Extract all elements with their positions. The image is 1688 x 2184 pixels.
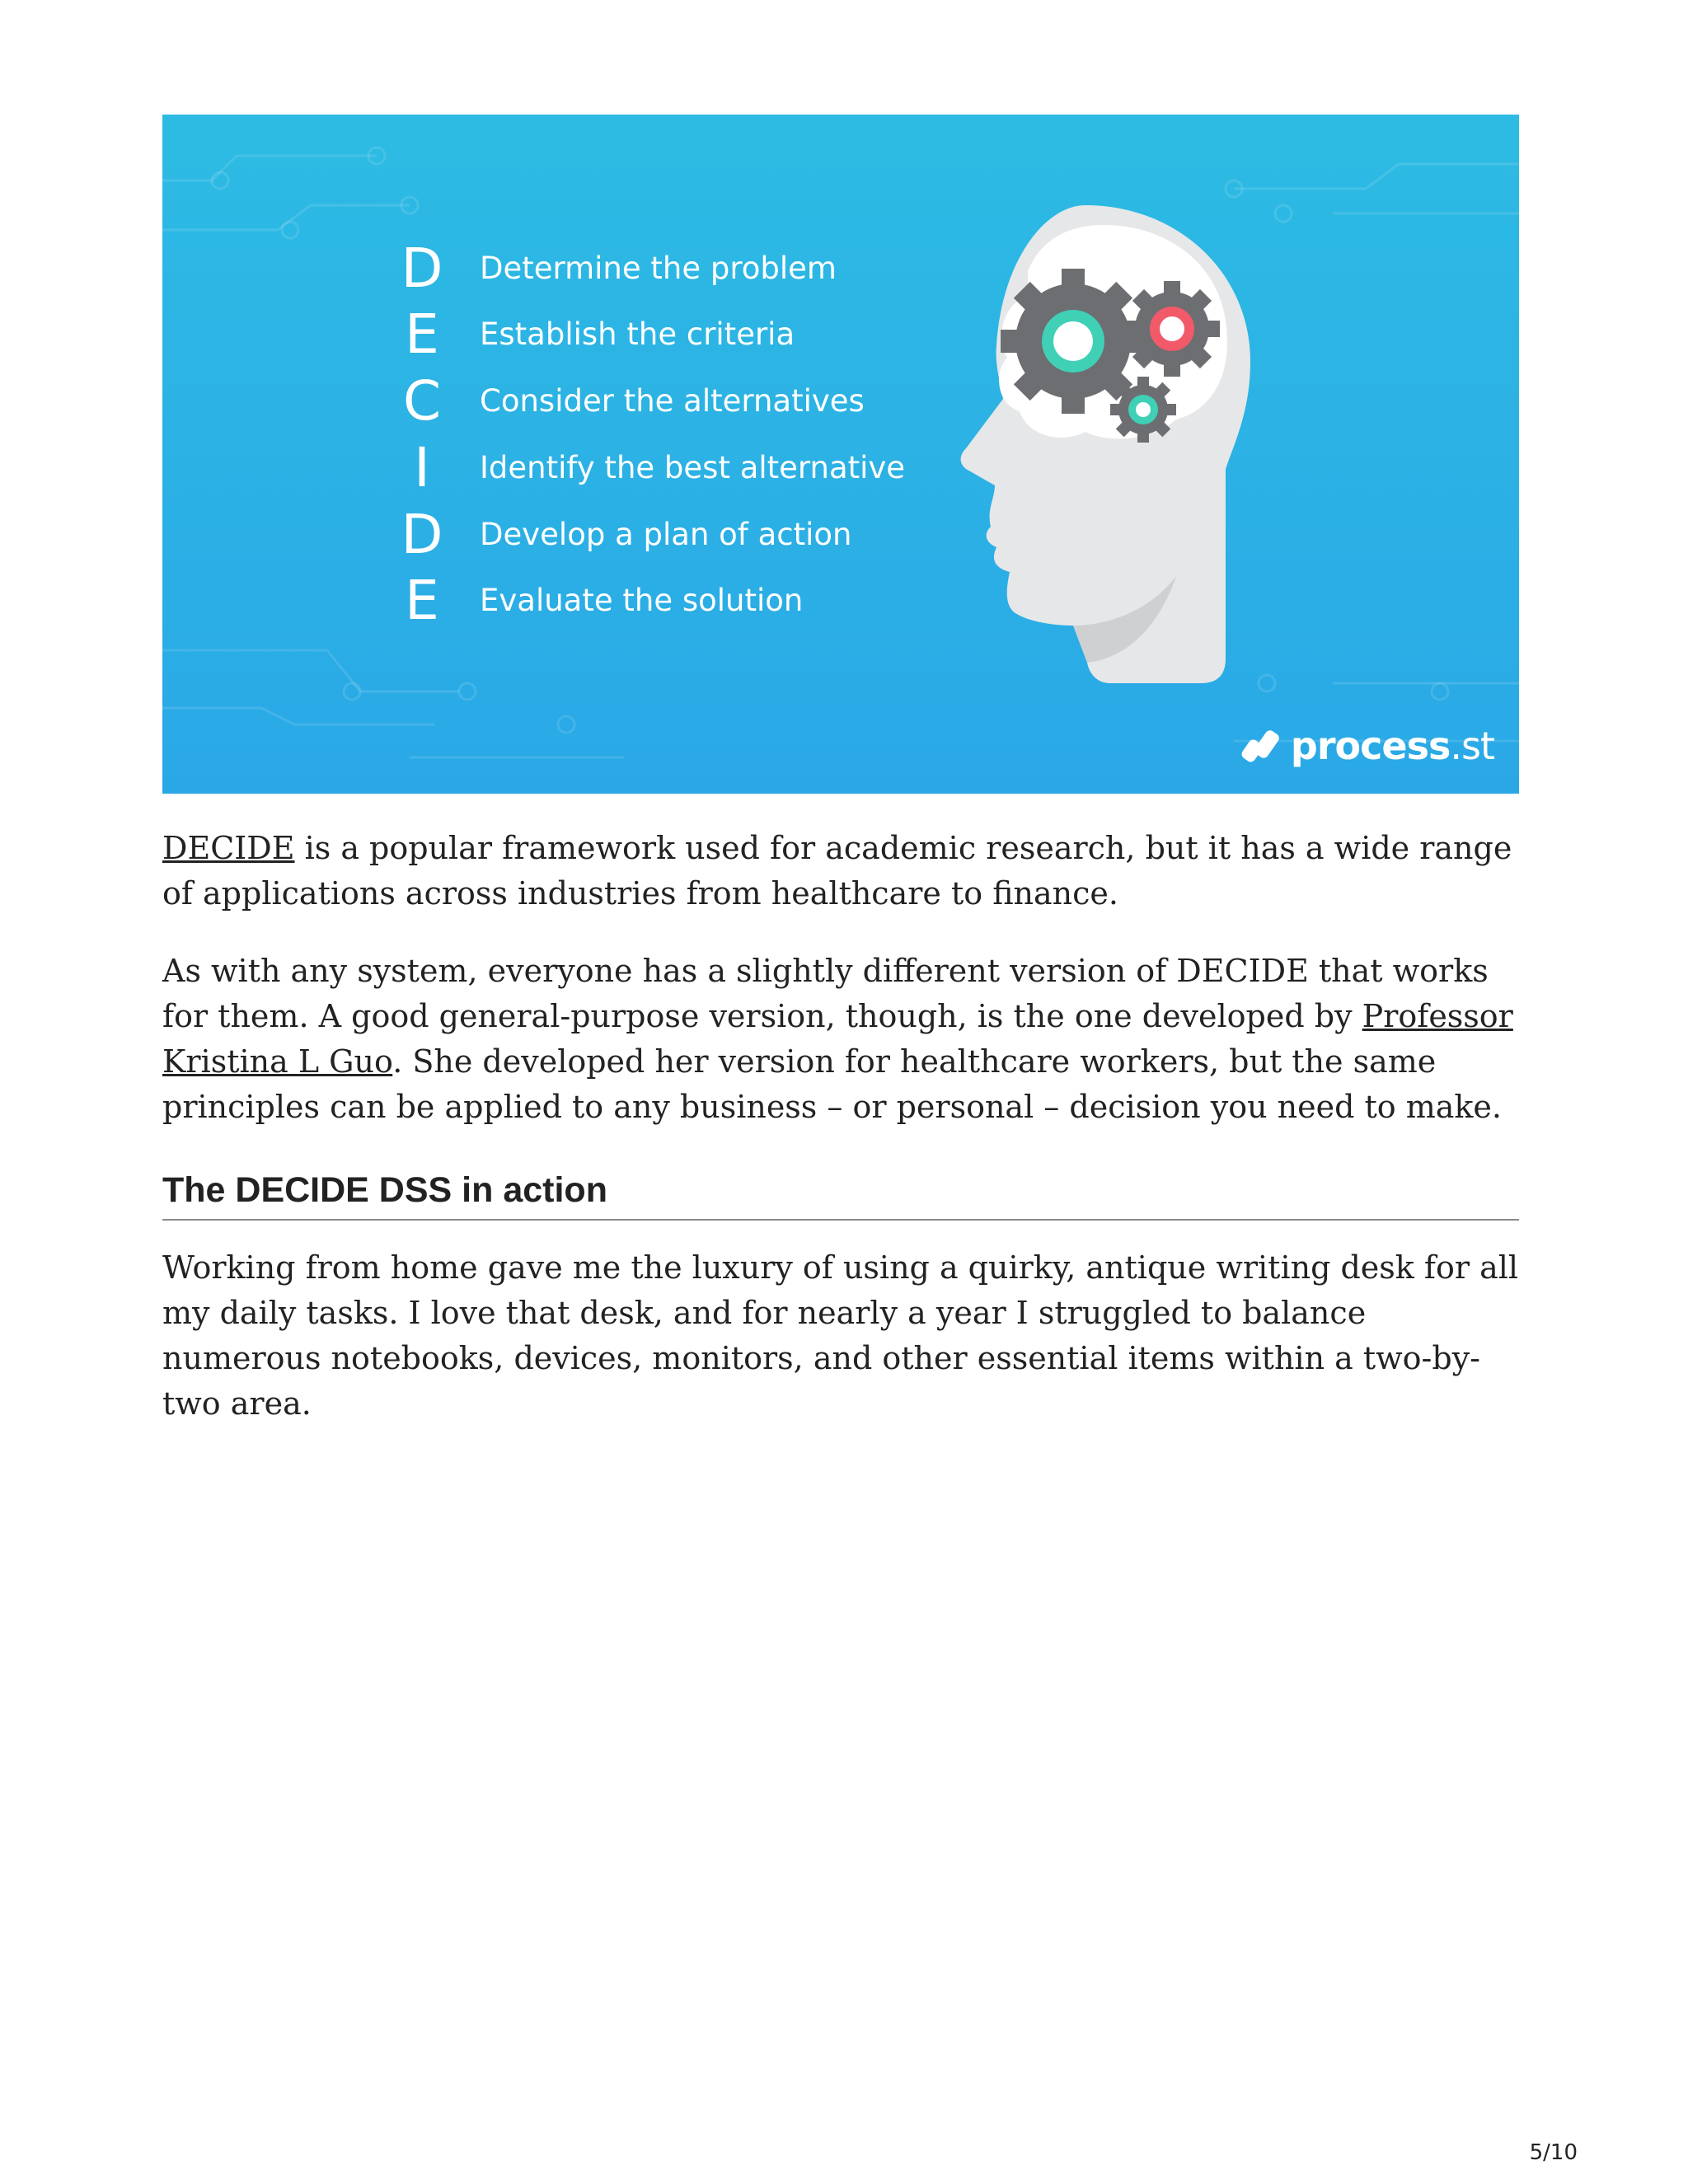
letter-d-2: D xyxy=(401,503,443,566)
process-st-logo xyxy=(1241,721,1494,771)
decide-framework-image xyxy=(162,115,1519,794)
paragraph-decide-intro xyxy=(162,826,1522,916)
step-develop: Develop a plan of action xyxy=(480,517,852,552)
logo-text xyxy=(1291,724,1494,768)
letter-d-1: D xyxy=(401,237,443,300)
kristina-guo-link[interactable]: Professor Kristina L Guo xyxy=(162,998,1513,1080)
paragraph-decide-intro-text: is a popular framework used for academic research, but it has a wide range of applications across industries from healthcare to finance. xyxy=(162,830,1512,912)
section-heading: The DECIDE DSS in action xyxy=(162,1170,1519,1221)
logo-text-light: .st xyxy=(1450,724,1494,768)
decide-link[interactable]: DECIDE xyxy=(162,830,295,866)
paragraph-writing-desk: Working from home gave me the luxury of using a quirky, antique writing desk for all my daily tasks. I love that desk, and for nearly a year I struggled to balance numerous notebooks, devices, monitors, and other essential items within a two-by-two area. xyxy=(162,1249,1519,1422)
process-st-logo-icon xyxy=(1241,725,1282,766)
step-consider: Consider the alternatives xyxy=(480,383,865,419)
letter-c: C xyxy=(402,369,442,433)
head-with-gears-icon xyxy=(904,197,1250,691)
small-gear xyxy=(1110,377,1176,443)
red-gear xyxy=(1124,281,1220,377)
letter-i: I xyxy=(414,436,430,499)
step-identify: Identify the best alternative xyxy=(480,450,906,485)
step-determine: Determine the problem xyxy=(480,251,837,286)
page-number: 5/10 xyxy=(1529,2140,1578,2165)
logo-text-bold: process xyxy=(1290,724,1451,768)
step-establish: Establish the criteria xyxy=(480,316,795,352)
letter-e-1: E xyxy=(405,302,439,366)
step-evaluate: Evaluate the solution xyxy=(480,583,804,618)
paragraph-guo-version xyxy=(162,949,1522,1130)
letter-e-2: E xyxy=(405,569,439,632)
paragraph-guo-after: . She developed her version for healthcare workers, but the same principles can be applied to any business – or personal – decision you need to make. xyxy=(162,1043,1502,1125)
paragraph-guo-before: As with any system, everyone has a slightly different version of DECIDE that works for them. A good general-purpose version, though, is the one developed by xyxy=(162,953,1489,1034)
